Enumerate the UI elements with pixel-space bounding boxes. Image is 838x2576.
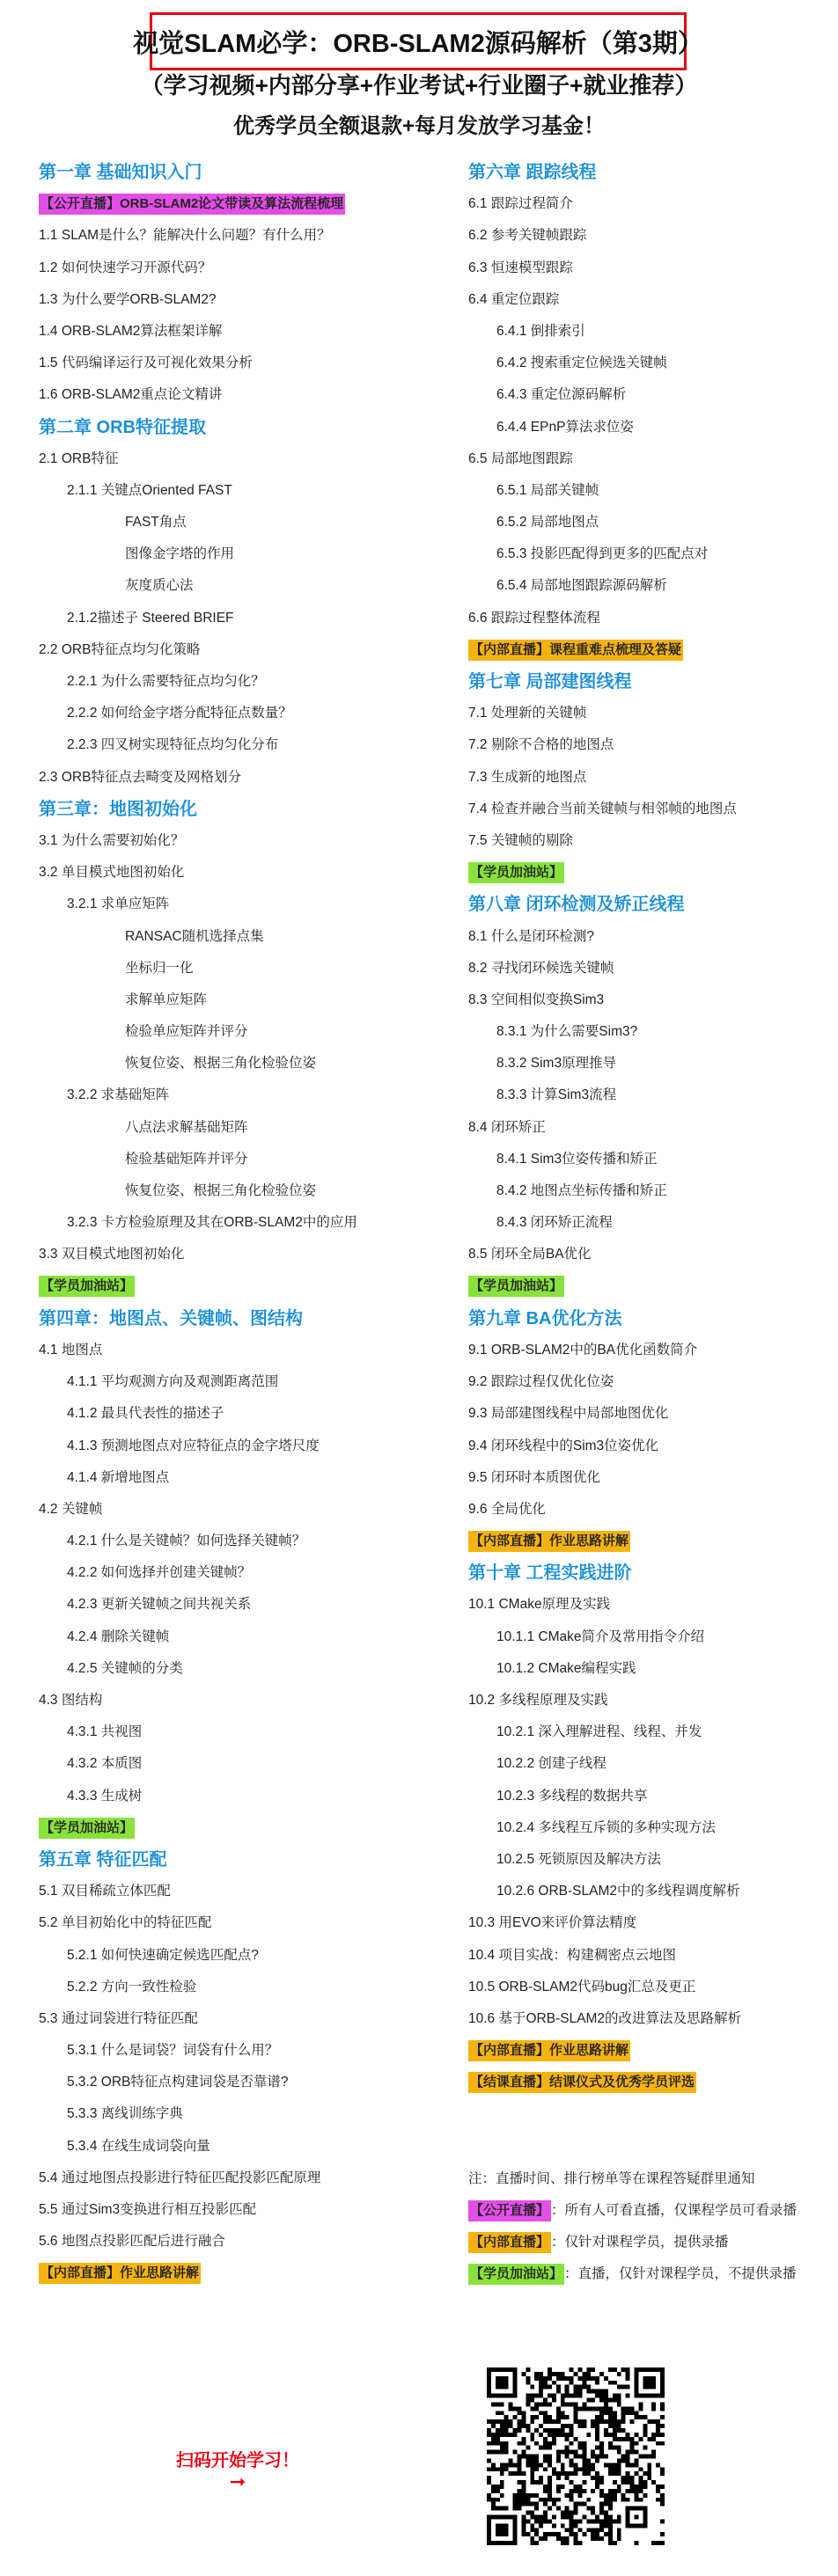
chapter-heading: 第十章 工程实践进阶 [468,1563,632,1584]
section-item: 1.6 ORB-SLAM2重点论文精讲 [39,387,223,403]
section-item: 9.4 闭环线程中的Sim3位姿优化 [468,1438,659,1453]
chapter-heading: 第四章：地图点、关键帧、图结构 [39,1308,303,1328]
live-session-row [39,188,444,220]
subsection-item: 3.2.2 求基础矩阵 [67,1087,170,1103]
subsection-item: 4.2.1 什么是关键帧？如何选择关键帧？ [67,1533,306,1549]
section-item: 5.4 通过地图点投影进行特征匹配投影匹配原理 [39,2170,321,2185]
subsection-item: 8.4.3 闭环矫正流程 [496,1215,613,1231]
section-item: 7.5 关键帧的剔除 [468,832,573,848]
fuel-tag: 【学员加油站】 [468,862,564,883]
subsection-item: 2.1.2描述子 Steered BRIEF [67,610,234,626]
notes-intro: 注：直播时间、排行榜单等在课程答疑群里通知 [468,2171,755,2186]
live-session-row [468,2067,838,2098]
subsection-item: 3.2.3 卡方检验原理及其在ORB-SLAM2中的应用 [67,1215,357,1231]
subsection-item: 4.2.5 关键帧的分类 [67,1660,183,1676]
section-item: 4.2 关键帧 [39,1501,103,1517]
subsection-item: 5.2.1 如何快速确定候选匹配点? [67,1947,259,1963]
syllabus-right-column [468,157,838,2098]
section-item: 5.2 单目初始化中的特征匹配 [39,1915,212,1931]
section-item: 10.4 项目实战：构建稠密点云地图 [468,1947,676,1963]
subsection-item: 10.1.2 CMake编程实践 [496,1660,636,1676]
section-item: 8.2 寻找闭环候选关键帧 [468,960,614,976]
live-session-row [468,857,838,889]
section-item: 1.1 SLAM是什么？能解决什么问题？有什么用？ [39,228,331,244]
subsection-item: 8.4.2 地图点坐标传播和矫正 [496,1183,667,1198]
topic-item: 恢复位姿、根据三角化检验位姿 [125,1056,317,1072]
section-item: 7.4 检查并融合当前关键帧与相邻帧的地图点 [468,801,737,816]
section-item: 9.2 跟踪过程仅优化位姿 [468,1374,614,1390]
subsection-item: 4.2.2 如何选择并创建关键帧？ [67,1565,252,1581]
topic-item: RANSAC随机选择点集 [125,928,264,944]
subsection-item: 5.2.2 方向一致性检验 [67,1979,197,1994]
note-text: ：仅针对课程学员，提供录播 [551,2235,729,2250]
internal-tag: 【内部直播】作业思路讲解 [39,2263,201,2284]
section-item: 7.1 处理新的关键帧 [468,706,587,721]
section-item: 9.3 局部建图线程中局部地图优化 [468,1406,669,1422]
section-item: 3.2 单目模式地图初始化 [39,865,185,881]
subsection-item: 6.4.1 倒排索引 [496,323,585,339]
subsection-item: 5.3.1 什么是词袋？词袋有什么用？ [67,2043,279,2059]
section-item: 9.6 全局优化 [468,1501,546,1517]
subsection-item: 2.2.2 如何给金字塔分配特征点数量？ [67,706,292,721]
topic-item: FAST角点 [125,515,187,531]
internal-tag: 【结课直播】结课仪式及优秀学员评选 [468,2072,696,2093]
note-item [468,2258,829,2290]
chapter-heading: 第六章 跟踪线程 [468,163,597,182]
subsection-item: 10.2.1 深入理解进程、线程、并发 [496,1724,702,1740]
internal-tag: 【内部直播】课程重难点梳理及答疑 [468,640,683,661]
section-item: 5.3 通过词袋进行特征匹配 [39,2010,198,2026]
public-tag: 【公开直播】ORB-SLAM2论文带读及算法流程梳理 [39,194,345,215]
subsection-item: 6.4.3 重定位源码解析 [496,387,627,403]
section-item: 9.5 闭环时本质图优化 [468,1469,600,1485]
page-title: 视觉SLAM必学：ORB-SLAM2源码解析（第3期） [150,12,687,70]
arrow-right-icon: ➞ [229,2470,246,2492]
section-item: 10.2 多线程原理及实践 [468,1693,608,1708]
section-item: 6.2 参考关键帧跟踪 [468,228,587,244]
chapter-heading: 第二章 ORB特征提取 [39,417,206,437]
subsection-item: 8.4.1 Sim3位姿传播和矫正 [496,1151,658,1167]
subsection-item: 4.3.1 共视图 [67,1724,143,1740]
section-item: 2.2 ORB特征点均匀化策略 [39,641,201,657]
live-session-row [39,1812,444,1844]
topic-item: 八点法求解基础矩阵 [125,1119,248,1135]
fuel-tag: 【学员加油站】 [39,1276,135,1297]
section-item: 6.4 重定位跟踪 [468,291,560,307]
live-session-row [468,1526,838,1557]
subsection-item: 10.2.2 创建子线程 [496,1756,606,1772]
section-item: 8.4 闭环矫正 [468,1119,546,1135]
section-item: 1.5 代码编译运行及可视化效果分析 [39,355,253,371]
subsection-item: 3.2.1 求单应矩阵 [67,896,170,912]
subsection-item: 6.5.1 局部关键帧 [496,482,599,498]
subsection-item: 8.3.1 为什么需要Sim3? [496,1024,638,1040]
subsection-item: 4.3.2 本质图 [67,1756,143,1772]
section-item: 1.2 如何快速学习开源代码？ [39,260,212,275]
topic-item: 检验单应矩阵并评分 [125,1024,248,1040]
page-slogan: 优秀学员全额退款+每月发放学习基金！ [232,114,605,138]
live-session-row [39,2258,444,2289]
section-item: 10.1 CMake原理及实践 [468,1597,611,1613]
internal-live-tag: 【内部直播】 [468,2232,551,2253]
section-item: 4.1 地图点 [39,1342,103,1358]
chapter-heading: 第八章 闭环检测及矫正线程 [468,895,685,915]
topic-item: 检验基础矩阵并评分 [125,1151,248,1167]
section-item: 8.5 闭环全局BA优化 [468,1247,592,1262]
chapter-heading: 第三章：地图初始化 [39,799,197,819]
subsection-item: 10.2.6 ORB-SLAM2中的多线程调度解析 [496,1884,740,1899]
section-item: 7.3 生成新的地图点 [468,769,587,785]
section-item: 1.3 为什么要学ORB-SLAM2? [39,291,217,307]
subsection-item: 10.2.5 死锁原因及解决方法 [496,1851,661,1867]
chapter-heading: 第九章 BA优化方法 [468,1308,622,1328]
fuel-tag: 【学员加油站】 [39,1818,135,1839]
section-item: 6.6 跟踪过程整体流程 [468,610,600,626]
subsection-item: 6.4.4 EPnP算法求位姿 [496,419,634,435]
note-item [468,2227,829,2258]
scan-to-learn-text: 扫码开始学习！ [176,2451,299,2470]
live-session-row [468,2035,838,2067]
subsection-item: 5.3.3 离线训练字典 [67,2106,183,2122]
subsection-item: 4.2.3 更新关键帧之间共视关系 [67,1597,252,1613]
internal-tag: 【内部直播】作业思路讲解 [468,1531,630,1552]
subsection-item: 10.1.1 CMake简介及常用指令介绍 [496,1628,704,1644]
subsection-item: 4.1.1 平均观测方向及观测距离范围 [67,1374,279,1390]
subsection-item: 5.3.4 在线生成词袋向量 [67,2138,210,2154]
topic-item: 灰度质心法 [125,578,194,594]
section-item: 6.3 恒速模型跟踪 [468,260,573,275]
subsection-item: 2.1.1 关键点Oriented FAST [67,482,232,498]
subsection-item: 6.5.2 局部地图点 [496,515,599,531]
topic-item: 求解单应矩阵 [125,992,208,1007]
qr-code-icon[interactable] [487,2365,665,2548]
section-item: 5.5 通过Sim3变换进行相互投影匹配 [39,2202,257,2217]
public-live-tag: 【公开直播】 [468,2200,551,2221]
live-session-row [468,1271,838,1303]
subsection-item: 4.1.4 新增地图点 [67,1469,170,1485]
live-session-row [39,1271,444,1303]
subsection-item: 6.4.2 搜索重定位候选关键帧 [496,355,667,371]
subsection-item: 6.5.4 局部地图跟踪源码解析 [496,578,667,594]
note-item [468,2195,829,2227]
section-item: 6.5 局部地图跟踪 [468,450,573,466]
topic-item: 恢复位姿、根据三角化检验位姿 [125,1183,317,1198]
topic-item: 坐标归一化 [125,960,194,976]
section-item: 5.6 地图点投影匹配后进行融合 [39,2234,225,2250]
subsection-item: 2.2.3 四叉树实现特征点均匀化分布 [67,737,279,753]
section-item: 10.5 ORB-SLAM2代码bug汇总及更正 [468,1979,696,1994]
section-item: 5.1 双目稀疏立体匹配 [39,1884,171,1899]
section-item: 6.1 跟踪过程简介 [468,196,573,212]
topic-item: 图像金字塔的作用 [125,546,235,562]
notes-section [468,2163,829,2290]
student-fuel-tag: 【学员加油站】 [468,2264,564,2285]
subsection-item: 4.1.3 预测地图点对应特征点的金字塔尺度 [67,1438,320,1453]
subsection-item: 8.3.2 Sim3原理推导 [496,1056,617,1072]
section-item: 7.2 剔除不合格的地图点 [468,737,614,753]
live-session-row [468,634,838,666]
section-item: 9.1 ORB-SLAM2中的BA优化函数简介 [468,1342,698,1358]
section-item: 3.3 双目模式地图初始化 [39,1247,185,1262]
syllabus-left-column [39,157,444,2290]
subsection-item: 4.2.4 删除关键帧 [67,1628,170,1644]
section-item: 10.6 基于ORB-SLAM2的改进算法及思路解析 [468,2010,742,2026]
page-subtitle: （学习视频+内部分享+作业考试+行业圈子+就业推荐） [140,72,698,99]
section-item: 10.3 用EVO来评价算法精度 [468,1915,637,1931]
chapter-heading: 第七章 局部建图线程 [468,672,632,692]
subsection-item: 10.2.4 多线程互斥锁的多种实现方法 [496,1819,716,1835]
note-text: ：直播，仅针对课程学员，不提供录播 [564,2266,797,2281]
section-item: 8.3 空间相似变换Sim3 [468,992,605,1007]
subsection-item: 6.5.3 投影匹配得到更多的匹配点对 [496,546,709,562]
chapter-heading: 第五章 特征匹配 [39,1849,167,1870]
internal-tag: 【内部直播】作业思路讲解 [468,2040,630,2061]
section-item: 8.1 什么是闭环检测? [468,928,594,944]
note-text: ：所有人可看直播，仅课程学员可看录播 [551,2203,798,2218]
section-item: 2.3 ORB特征点去畸变及网格划分 [39,769,241,785]
subsection-item: 4.1.2 最具代表性的描述子 [67,1406,224,1422]
section-item: 4.3 图结构 [39,1693,103,1708]
section-item: 3.1 为什么需要初始化？ [39,832,185,848]
subsection-item: 10.2.3 多线程的数据共享 [496,1788,648,1804]
section-item: 1.4 ORB-SLAM2算法框架详解 [39,323,223,339]
chapter-heading: 第一章 基础知识入门 [39,163,202,182]
subsection-item: 5.3.2 ORB特征点构建词袋是否靠谱? [67,2075,289,2090]
subsection-item: 4.3.3 生成树 [67,1788,143,1804]
subsection-item: 2.2.1 为什么需要特征点均匀化？ [67,674,265,689]
subsection-item: 8.3.3 计算Sim3流程 [496,1087,617,1103]
section-item: 2.1 ORB特征 [39,450,119,466]
fuel-tag: 【学员加油站】 [468,1276,564,1297]
